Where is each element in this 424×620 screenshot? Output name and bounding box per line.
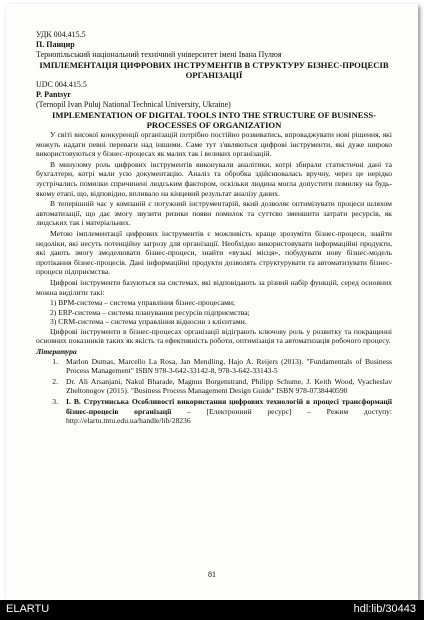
reference-text: – [Електронний ресурс] – Режим доступу: http://elartu.tntu.edu.ua/handle/lib/28236	[66, 406, 392, 426]
reference-item	[36, 397, 392, 426]
paragraph-6: Цифрові інструменти в бізнес-процесах організації відіграють ключову роль у розвитку та покращенні основних показників таких як якість та ефективність роботи, оптимізація та автоматизація робочого процесу.	[36, 326, 392, 346]
reference-bold-title: І. В. Струтинська Особливості використання цифрових технологій в процесі трансформації бізнес-процесів організації	[66, 397, 392, 416]
footer-repository-name: ELARTU	[6, 603, 50, 615]
reference-number: 3.	[52, 397, 58, 407]
systems-list	[36, 298, 392, 327]
author-en: P. Pantsyr	[36, 90, 71, 99]
paper-content	[36, 30, 392, 427]
udc-ua: УДК 004.415.5	[36, 30, 86, 39]
list-item: 2) ERP-система – система планування ресурсів підприємства;	[50, 307, 250, 317]
paragraph-1: У світі високої конкуренції організацій потрібно постійно розвиватись, впроваджувати нові рішення, які можуть надати певні переваги над іншими. Саме тут з'являються цифрові інструменти, які дуже широко використовуються у бізнес-процесах як малих так і великих організацій.	[36, 130, 392, 159]
udc-en: UDC 004.415.5	[36, 80, 87, 89]
list-item: 3) CRM-система – система управління відносин з клієнтами.	[50, 317, 247, 327]
reference-text: Marlon Dumas, Marcello La Rosa, Jan Mendling, Hajo A. Reijers (2013). "Fundamentals of Business Process Management" ISBN 978-3-642-33142-8, 978-3-642-33143-5	[66, 356, 392, 376]
reference-item	[36, 377, 392, 396]
title-ua: ІМПЛЕМЕНТАЦІЯ ЦИФРОВИХ ІНСТРУМЕНТІВ В СТРУКТУРУ БІЗНЕС-ПРОЦЕСІВ ОРГАНІЗАЦІЇ	[39, 60, 389, 80]
reference-number: 2.	[52, 376, 58, 386]
author-ua: П. Панцир	[36, 40, 75, 49]
reference-text-wrapper	[66, 397, 392, 426]
list-item: 1) BPM-система – система управління бізнес-процесами;	[50, 298, 236, 308]
reference-text: Dr. Ali Arsanjani, Nakul Bharade, Magnus Borgenstrand, Philipp Schume, J. Keith Wood, Vyacheslav Zheltonogov (2015). "Business Process Management Design Guide" ISBN 978-0738440590	[66, 376, 392, 396]
reference-number: 1.	[52, 356, 58, 366]
page-number: 81	[208, 570, 216, 579]
footer-handle: hdl:lib/30443	[353, 603, 416, 615]
reference-item	[36, 357, 392, 376]
paragraph-2: В минулому роль цифрових інструментів виконували аналітики, котрі збирали статистичні дані та бухгалтери, котрі мали усю документацію. Аналіз та обробка здійснювалась вручну, через це нерідко зустрічались помилки спричинені людським фактором, оскільки людина могла допустити помилку на будь-якому етапі, що, відповідно, впливало на кінцевий результат аналізу даних.	[36, 159, 392, 198]
footer-bar	[0, 600, 424, 620]
document-page	[6, 4, 418, 600]
paragraph-3: В теперішній час у компаній є потужний інструментарій, який дозволяє оптимізувати процеси шляхом автоматизації, що дає змогу звузити ризики появи помилок та суттєво зменшити затрати ресурсів, як людських так і матеріальних.	[36, 199, 392, 228]
title-en: IMPLEMENTATION OF DIGITAL TOOLS INTO THE STRUCTURE OF BUSINESS-PROCESSES OF ORGANIZATION	[52, 110, 376, 130]
article-body	[36, 130, 392, 346]
affiliation-ua: Тернопільський національний технічний університет імені Івана Пулюя	[36, 50, 282, 59]
paragraph-5: Цифрові інструменти базуються на системах, які відповідають за різний набір функцій, серед основних можна виділити такі:	[36, 277, 392, 297]
references-title: Література	[36, 347, 77, 357]
references-list	[36, 357, 392, 426]
affiliation-en: (Ternopil Ivan Puluj National Technical University, Ukraine)	[36, 100, 231, 109]
paragraph-4: Метою імплементації цифрових інструментів є можливість краще зрозуміти бізнес-процеси, знайти недоліки, які несуть потенційну загрозу для організації. Необхідно використовувати інформаційні продукти, які дають змогу змоделювати бізнес-процеси, знайти «вузькі місця», побудувати нову бізнес-модель протікання бізнес-процесів. Дані інформаційні продукти дозволять структурувати та автоматизувати бізнес-процеси підприємства.	[36, 228, 392, 277]
